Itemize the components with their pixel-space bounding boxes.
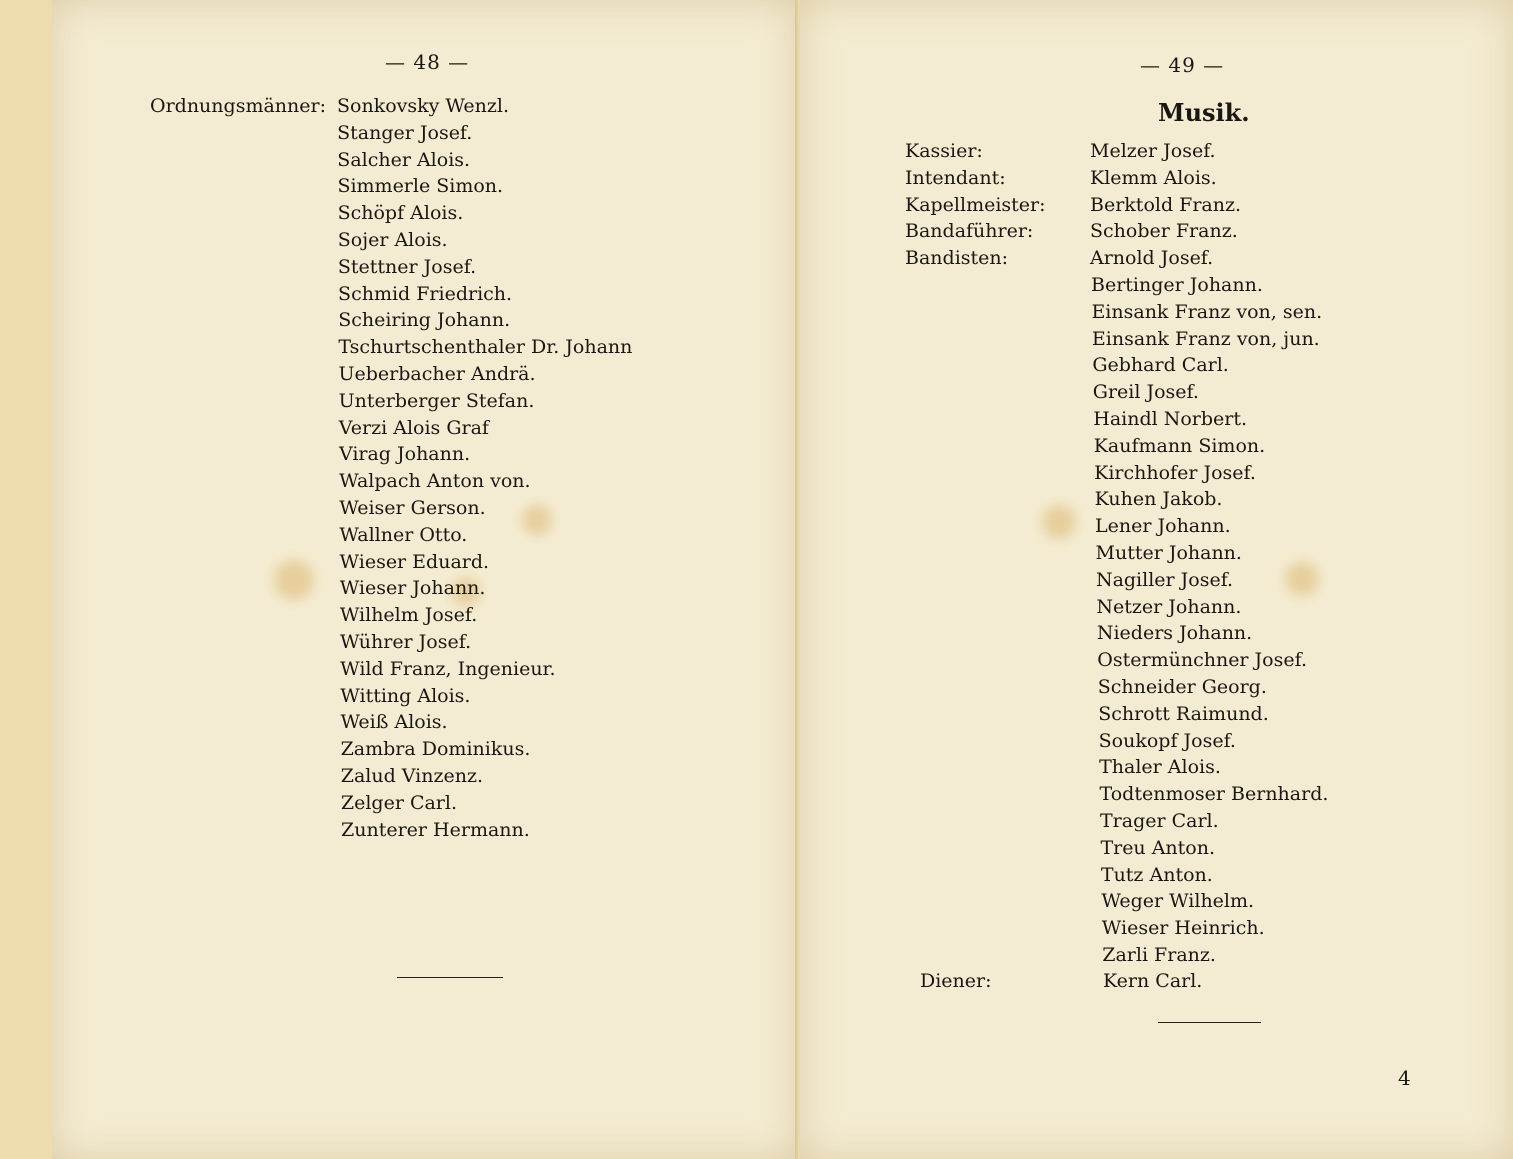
name-entry: Melzer Josef. (1090, 140, 1216, 162)
page-number-left: — 48 — (385, 50, 470, 74)
name-entry: Greil Josef. (1092, 381, 1199, 404)
paper-stain (274, 560, 314, 600)
name-entry: Weiß Alois. (340, 711, 448, 734)
name-entry: Kirchhofer Josef. (1094, 461, 1256, 484)
name-entry: Weiser Gerson. (339, 497, 486, 519)
name-entry: Schmid Friedrich. (338, 282, 513, 305)
name-entry: Kuhen Jakob. (1094, 488, 1223, 511)
name-entry: Stanger Josef. (337, 121, 473, 144)
name-entry: Sonkovsky Wenzl. (337, 95, 510, 117)
name-entry: Wieser Johann. (339, 577, 486, 600)
name-entry: Lener Johann. (1095, 515, 1231, 538)
paper-stain (1042, 505, 1076, 539)
section-heading-musik: Musik. (1158, 98, 1250, 127)
role-label-ordnungsmaenner: Ordnungsmänner: (150, 95, 326, 117)
name-entry: Gebhard Carl. (1092, 354, 1229, 377)
name-entry: Nagiller Josef. (1095, 568, 1234, 591)
name-entry: Klemm Alois. (1090, 166, 1217, 189)
page-edge (0, 0, 52, 1159)
name-entry: Arnold Josef. (1090, 247, 1214, 270)
name-entry: Tutz Anton. (1100, 863, 1213, 886)
role-label: Kapellmeister: (905, 193, 1046, 216)
paper-stain (1285, 562, 1319, 596)
name-entry: Schneider Georg. (1097, 676, 1267, 698)
signature-mark: 4 (1398, 1066, 1411, 1090)
name-entry: Thaler Alois. (1099, 756, 1221, 779)
name-entry: Zalud Vinzenz. (340, 765, 484, 787)
name-entry: Einsank Franz von, sen. (1091, 300, 1323, 323)
page-number-right: — 49 — (1140, 53, 1225, 77)
name-entry-diener: Kern Carl. (1103, 970, 1203, 992)
end-rule-left (397, 977, 503, 978)
name-entry: Salcher Alois. (337, 148, 471, 171)
name-entry: Wallner Otto. (339, 523, 468, 546)
name-entry: Wild Franz, Ingenieur. (340, 657, 556, 680)
paper-stain (522, 505, 552, 535)
name-entry: Wieser Eduard. (339, 550, 490, 573)
role-label: Kassier: (905, 140, 983, 162)
name-entry: Wührer Josef. (340, 631, 472, 653)
name-entry: Scheiring Johann. (338, 309, 511, 332)
name-entry: Netzer Johann. (1096, 595, 1242, 618)
name-entry: Virag Johann. (338, 443, 471, 466)
name-entry: Zelger Carl. (340, 791, 458, 814)
name-entry: Ueberbacher Andrä. (338, 363, 536, 385)
name-entry: Berktold Franz. (1090, 193, 1242, 216)
name-entry: Witting Alois. (340, 684, 471, 707)
name-entry: Schrott Raimund. (1098, 702, 1269, 725)
name-entry: Schöpf Alois. (337, 202, 464, 225)
name-entry: Verzi Alois Graf (338, 416, 489, 439)
name-entry: Zunterer Hermann. (341, 818, 530, 841)
name-entry: Nieders Johann. (1096, 622, 1253, 645)
name-entry: Soukopf Josef. (1098, 729, 1236, 752)
name-entry: Wieser Heinrich. (1101, 917, 1265, 940)
name-entry: Stettner Josef. (337, 255, 477, 278)
name-entry: Tschurtschenthaler Dr. Johann (338, 336, 633, 359)
name-entry: Schober Franz. (1090, 220, 1238, 243)
role-label: Bandisten: (905, 247, 1009, 270)
name-entry: Unterberger Stefan. (338, 389, 535, 412)
role-label-diener: Diener: (920, 970, 992, 992)
name-entry: Haindl Norbert. (1093, 408, 1248, 430)
end-rule-right (1158, 1022, 1261, 1023)
name-entry: Simmerle Simon. (337, 175, 504, 198)
name-entry: Treu Anton. (1100, 836, 1216, 859)
name-entry: Todtenmoser Bernhard. (1099, 783, 1329, 806)
name-entry: Bertinger Johann. (1091, 274, 1263, 296)
name-entry: Kaufmann Simon. (1093, 434, 1266, 457)
name-entry: Zambra Dominikus. (340, 738, 531, 761)
name-entry: Zarli Franz. (1102, 944, 1216, 966)
name-entry: Ostermünchner Josef. (1097, 649, 1308, 672)
name-entry: Walpach Anton von. (339, 470, 531, 493)
name-entry: Wilhelm Josef. (339, 604, 478, 627)
name-entry: Mutter Johann. (1095, 542, 1242, 564)
name-entry: Trager Carl. (1100, 810, 1219, 832)
name-entry: Einsank Franz von, jun. (1091, 327, 1320, 350)
role-label: Intendant: (905, 166, 1006, 189)
role-label: Bandaführer: (905, 220, 1034, 243)
name-entry: Sojer Alois. (337, 229, 448, 251)
name-entry: Weger Wilhelm. (1101, 890, 1255, 913)
